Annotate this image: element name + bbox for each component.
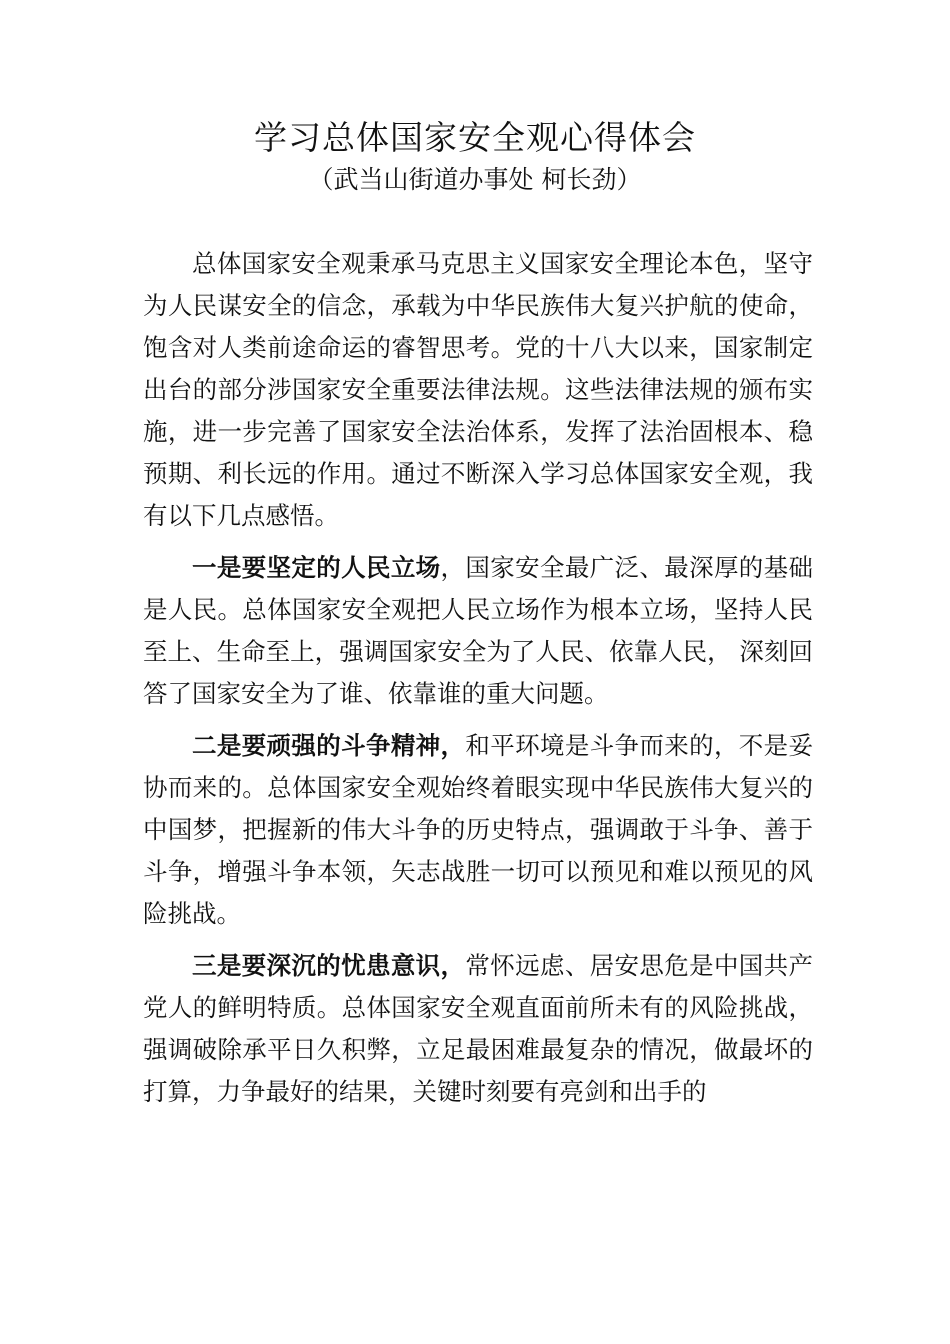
paragraph-text: 常怀远虑、居安思危是中国共产党人的鲜明特质。总体国家安全观直面前所未有的风险挑战，强调破除承平日久积弊，立足最困难最复杂的情况，做最坏的打算，力争最好的结果，关键时刻要有亮剑和出手的 [143,951,814,1106]
paragraph-point-3 [143,945,813,1113]
paragraph-intro [143,243,813,537]
paragraph-text: 和平环境是斗争而来的，不是妥协而来的。总体国家安全观始终着眼实现中华民族伟大复兴的中国梦，把握新的伟大斗争的历史特点，强调敢于斗争、善于斗争，增强斗争本领，矢志战胜一切可以预见和难以预见的风险挑战。 [143,731,814,928]
document-body [143,243,813,1113]
author-line: （武当山街道办事处 柯长劲） [308,165,642,194]
page-title: 学习总体国家安全观心得体会 [254,118,696,157]
paragraph-lead: 二是要顽强的斗争精神， [192,731,466,760]
paragraph-text: 总体国家安全观秉承马克思主义国家安全理论本色，坚守为人民谋安全的信念，承载为中华民族伟大复兴护航的使命，饱含对人类前途命运的睿智思考。党的十八大以来，国家制定出台的部分涉国家安全重要法律法规。这些法律法规的颁布实施，进一步完善了国家安全法治体系，发挥了法治固根本、稳预期、利长远的作用。通过不断深入学习总体国家安全观，我有以下几点感悟。 [143,249,813,530]
paragraph-point-2 [143,725,813,935]
paragraph-point-1 [143,547,813,715]
paragraph-lead: 一是要坚定的人民立场 [192,553,441,582]
paragraph-text: ，国家安全最广泛、最深厚的基础是人民。总体国家安全观把人民立场作为根本立场，坚持人民至上、生命至上，强调国家安全为了人民、依靠人民， 深刻回答了国家安全为了谁、依靠谁的重大问题。 [143,553,814,708]
paragraph-lead: 三是要深沉的忧患意识， [192,951,466,980]
